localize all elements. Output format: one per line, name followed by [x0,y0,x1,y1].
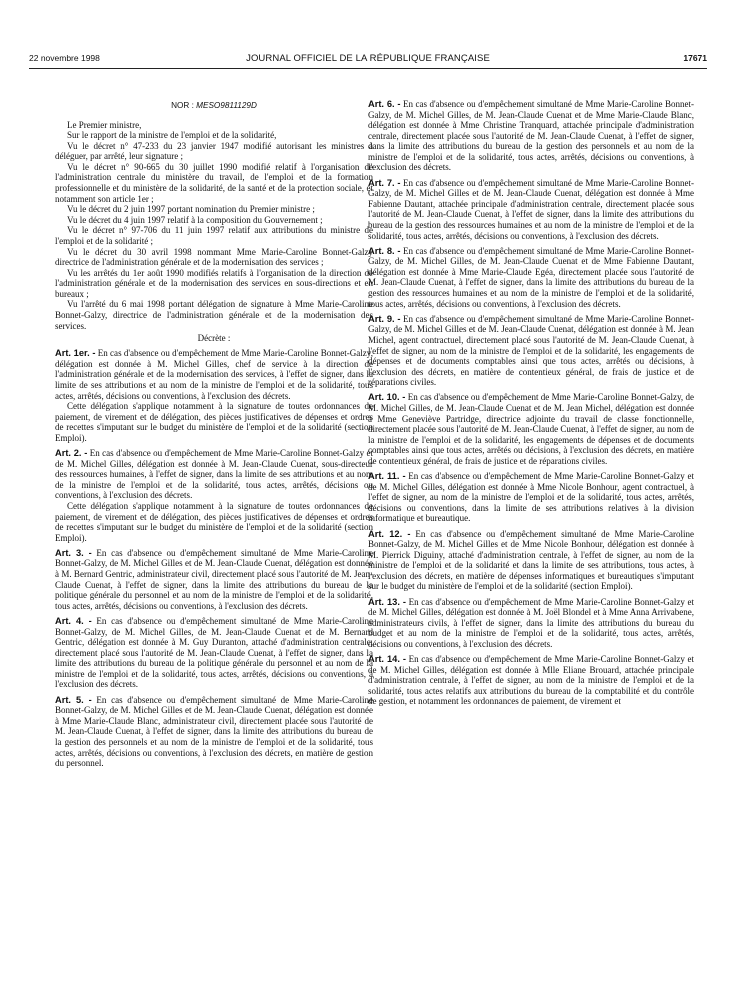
page-number: 17671 [683,53,707,63]
nor-label: NOR : [171,101,194,110]
preamble-paragraph: Vu l'arrêté du 6 mai 1998 portant délégation de signature à Mme Marie-Caroline Bonnet-Galzy, directrice de l'administration générale et de la modernisation des services. [55,299,373,331]
article-text: En cas d'absence ou d'empêchement de Mme Marie-Caroline Bonnet-Galzy et de M. Michel Gilles, délégation est donnée à Mlle Eliane Brouard, attachée principale d'administration centrale, à l'effet de signer, au nom de la ministre de l'emploi et de la solidarité, tous actes relatifs aux attributions du bureau de la comptabilité et du contrôle de gestion, et notamment les ordonnances de paiement, de virement et [368,654,694,707]
article [55,448,373,501]
article [368,314,694,388]
article-text: En cas d'absence ou d'empêchement simultané de Mme Marie-Caroline Bonnet-Galzy, de M. Michel Gilles, de M. Jean-Claude Cuenat et de Mme Marie-Claude Blanc, délégation est donnée à Mme Christine Tranquard, attachée principale d'administration centrale, directement placée sous l'autorité de M. Jean-Claude Cuenat, à l'effet de signer, dans la limite des attributions du bureau de la gestion des personnels et au nom de la ministre de l'emploi et de la solidarité, tous actes, arrêtés, décisions ou conventions, à l'exclusion des décrets. [368,99,694,173]
article [368,471,694,524]
article-title: Art. 1er. - [55,348,96,359]
article [55,616,373,690]
header-date: 22 novembre 1998 [29,53,100,63]
article-text: En cas d'absence ou d'empêchement de Mme Marie-Caroline Bonnet-Galzy et de M. Michel Gilles, délégation est donnée à M. Jean-Claude Cuenat, sous-directeur des ressources humaines, à l'effet de signer, dans la limite de ses attributions et au nom de la ministre de l'emploi et de la solidarité, tous actes, arrêtés, décisions ou conventions, à l'exclusion des décrets. [55,448,373,501]
article-title: Art. 5. - [55,694,92,705]
article-title: Art. 14. - [368,654,406,665]
nor-code: MESO9811129D [196,101,257,110]
article-text: En cas d'absence ou d'empêchement de Mme Marie-Caroline Bonnet-Galzy, de M. Michel Gilles, de M. Jean-Claude Cuenat et de M. Jean Michel, délégation est donnée à Mme Geneviève Partridge, directrice adjointe du travail de classe fonctionnelle, directement placée sous l'autorité de M. Jean-Claude Cuenat, à l'effet de signer, au nom de la ministre de l'emploi et de la solidarité, les engagements de dépenses et de documents comptables ainsi que tous actes, arrêtés ou décisions, à l'exclusion des décrets, en matière de contentieux général, de frais de justice et de réparations civiles. [368,392,695,466]
article [368,99,694,173]
article-text: En cas d'absence ou d'empêchement de Mme Marie-Caroline Bonnet-Galzy et de M. Michel Gilles, délégation est donnée à Mme Nicole Bonhour, agent contractuel, à l'effet de signer, au nom de la ministre de l'emploi et de la solidarité, tous actes, arrêtés, décisions ou conventions, dans la limite de ses attributions relatives à la division informatique et bureautique. [368,471,694,524]
article-text: En cas d'absence ou d'empêchement simultané de Mme Marie-Caroline Bonnet-Galzy, de M. Michel Gilles, de M. Jean-Claude Cuenat et de Mme Fabienne Dautant, délégation est donnée à Mme Marie-Claude Egéa, directement placée sous l'autorité de M. Jean-Claude Cuenat, à l'effet de signer, dans la limite des attributions du bureau de la gestion des ressources humaines et au nom de la ministre de l'emploi et de la solidarité, tous actes, arrêtés, décisions ou conventions, à l'exclusion des décrets. [368,245,694,309]
article-text: En cas d'absence ou d'empêchement simultané de Mme Marie-Caroline Bonnet-Galzy, de M. Michel Gilles, de M. Jean-Claude Cuenat et de M. Bernard Gentric, délégation est donnée à M. Guy Duranton, attaché d'administration centrale, directement placé sous l'autorité de M. Jean-Claude Cuenat, à l'effet de signer, dans la limite des attributions du bureau de la politique générale du personnel et au nom de la ministre de l'emploi et de la solidarité, tous actes, arrêtés, décisions ou conventions, à l'exclusion des décrets. [55,615,373,690]
article-text: En cas d'absence ou d'empêchement simultané de Mme Marie-Caroline Bonnet-Galzy, de M. Michel Gilles et de M. Jean-Claude Cuenat, délégation est donnée à M. Bernard Gentric, administrateur civil, directement placé sous l'autorité de M. Jean-Claude Cuenat, à l'effet de signer, dans la limite des attributions du bureau de la politique générale du personnel et au nom de la ministre de l'emploi et de la solidarité, tous actes, arrêtés, décisions ou conventions, à l'exclusion des décrets. [55,547,373,611]
preamble-paragraph: Vu le décret du 4 juin 1997 relatif à la composition du Gouvernement ; [67,214,323,225]
article [368,392,694,466]
article [55,348,373,401]
article-text: En cas d'absence ou d'empêchement de Mme Marie-Caroline Bonnet-Galzy et de M. Michel Gilles, délégation est donnée à M. Joël Blondel et à Mme Anna Arrivabene, administrateurs civils, à l'effet de signer, dans la limite des attributions du bureau du budget et au nom de la ministre de l'emploi et de la solidarité, tous actes, arrêtés, décisions ou conventions, à l'exclusion des décrets. [368,596,694,649]
left-column [55,99,373,769]
article-title: Art. 11. - [368,471,406,482]
preamble-paragraph: Vu le décret n° 90-665 du 30 juillet 1990 modifié relatif à l'organisation de l'administration centrale du ministère du travail, de l'emploi et de la formation professionnelle et du ministère de la solidarité, de la santé et de la protection sociale, et notamment son article 1er ; [55,161,373,204]
article-title: Art. 8. - [368,245,401,256]
page-header [29,53,707,67]
article-title: Art. 10. - [368,392,406,403]
article-text: En cas d'absence ou d'empêchement simultané de Mme Marie-Caroline Bonnet-Galzy, de M. Michel Gilles et de Mme Nicole Bonhour, délégation est donnée à M. Pierrick Diguiny, attaché d'administration centrale, à l'effet de signer, au nom de la ministre de l'emploi et de la solidarité et dans la limite de ses attributions, tous actes, à l'exclusion des décrets, en matière de dépenses informatiques et bureautiques s'imputant sur le budget du ministère de l'emploi et de la solidarité (section Emploi). [368,528,694,592]
article-title: Art. 6. - [368,99,401,109]
article-text: En cas d'absence ou d'empêchement simultané de Mme Marie-Caroline Bonnet-Galzy, de M. Michel Gilles et de M. Jean-Claude Cuenat, délégation est donnée à M. Jean Michel, agent contractuel, directement placé sous l'autorité de M. Jean-Claude Cuenat, à l'effet de signer, au nom de la ministre de l'emploi et de la solidarité, les engagements de dépenses et de documents comptables ainsi que tous actes, arrêtés ou décisions, à l'exclusion des décrets, en matière de contentieux général, de frais de justice et de réparations civiles. [368,313,694,388]
preamble-paragraph: Sur le rapport de la ministre de l'emploi et de la solidarité, [67,130,277,141]
article-title: Art. 9. - [368,313,401,324]
article-title: Art. 12. - [368,528,411,539]
article-text: En cas d'absence ou d'empêchement simultané de Mme Marie-Caroline Bonnet-Galzy, de M. Michel Gilles et de M. Jean-Claude Cuenat, délégation est donnée à Mme Marie-Claude Blanc, administrateur civil, directement placée sous l'autorité de M. Jean-Claude Cuenat, à l'effet de signer, dans la limite des attributions du bureau de la gestion des personnels et au nom de la ministre de l'emploi et de la solidarité, tous actes, arrêtés, décisions ou conventions, à l'exclusion des décrets, en matière de gestion du personnel. [55,694,373,769]
preamble-paragraph: Le Premier ministre, [67,119,142,130]
article [368,178,694,241]
article-paragraph: Cette délégation s'applique notamment à la signature de toutes ordonnances de paiement, de virement et de délégation, des pièces justificatives de dépenses et ordres de recettes s'imputant sur le budget du ministère de l'emploi et de la solidarité (section Emploi). [55,501,373,543]
article [368,529,694,592]
article [368,654,694,707]
article [368,246,694,309]
article-title: Art. 13. - [368,596,406,607]
preamble-paragraph: Vu le décret du 2 juin 1997 portant nomination du Premier ministre ; [67,204,315,215]
article-title: Art. 4. - [55,615,92,626]
nor-reference [55,101,373,112]
decrete-heading: Décrète : [197,333,231,344]
article-paragraph: Cette délégation s'applique notamment à la signature de toutes ordonnances de paiement, de virement et de délégation, des pièces justificatives de dépenses et ordres de recettes s'imputant sur le budget du ministère de l'emploi et de la solidarité (section Emploi). [55,401,373,443]
journal-title: JOURNAL OFFICIEL DE LA RÉPUBLIQUE FRANÇAISE [246,53,490,64]
right-column [368,99,694,707]
header-rule [29,68,707,69]
article [55,695,373,769]
article-title: Art. 7. - [368,177,401,188]
preamble-paragraph: Vu le décret n° 47-233 du 23 janvier 1947 modifié autorisant les ministres à déléguer, par arrêté, leur signature ; [55,140,373,162]
preamble-paragraph: Vu les arrêtés du 1er août 1990 modifiés relatifs à l'organisation de la direction de l'administration générale et de la modernisation des services en sous-directions et en bureaux ; [55,267,373,299]
preamble-paragraph: Vu le décret n° 97-706 du 11 juin 1997 relatif aux attributions du ministre de l'emploi et de la solidarité ; [55,225,373,246]
article-text: En cas d'absence ou d'empêchement de Mme Marie-Caroline Bonnet-Galzy, délégation est donnée à M. Michel Gilles, chef de service à la direction de l'administration générale et de la modernisation des services, à l'effet de signer, dans la limite de ses attributions et au nom de la ministre de l'emploi et de la solidarité, tous actes, arrêtés, décisions ou conventions, à l'exclusion des décrets. [55,348,373,401]
article [368,597,694,650]
article-title: Art. 2. - [55,448,88,459]
preamble-paragraph: Vu le décret du 30 avril 1998 nommant Mme Marie-Caroline Bonnet-Galzy directrice de l'administration générale et de la modernisation des services ; [55,246,373,268]
article [55,548,373,611]
article-title: Art. 3. - [55,547,92,558]
article-text: En cas d'absence ou d'empêchement simultané de Mme Marie-Caroline Bonnet-Galzy, de M. Michel Gilles et de M. Jean-Claude Cuenat, délégation est donnée à Mme Fabienne Dautant, attachée principale d'administration centrale, directement placée sous l'autorité de M. Jean-Claude Cuenat, à l'effet de signer, dans la limite des attributions du bureau de la gestion des ressources humaines et au nom de la ministre de l'emploi et de la solidarité, tous actes, arrêtés, décisions ou conventions, à l'exclusion des décrets. [368,177,694,241]
